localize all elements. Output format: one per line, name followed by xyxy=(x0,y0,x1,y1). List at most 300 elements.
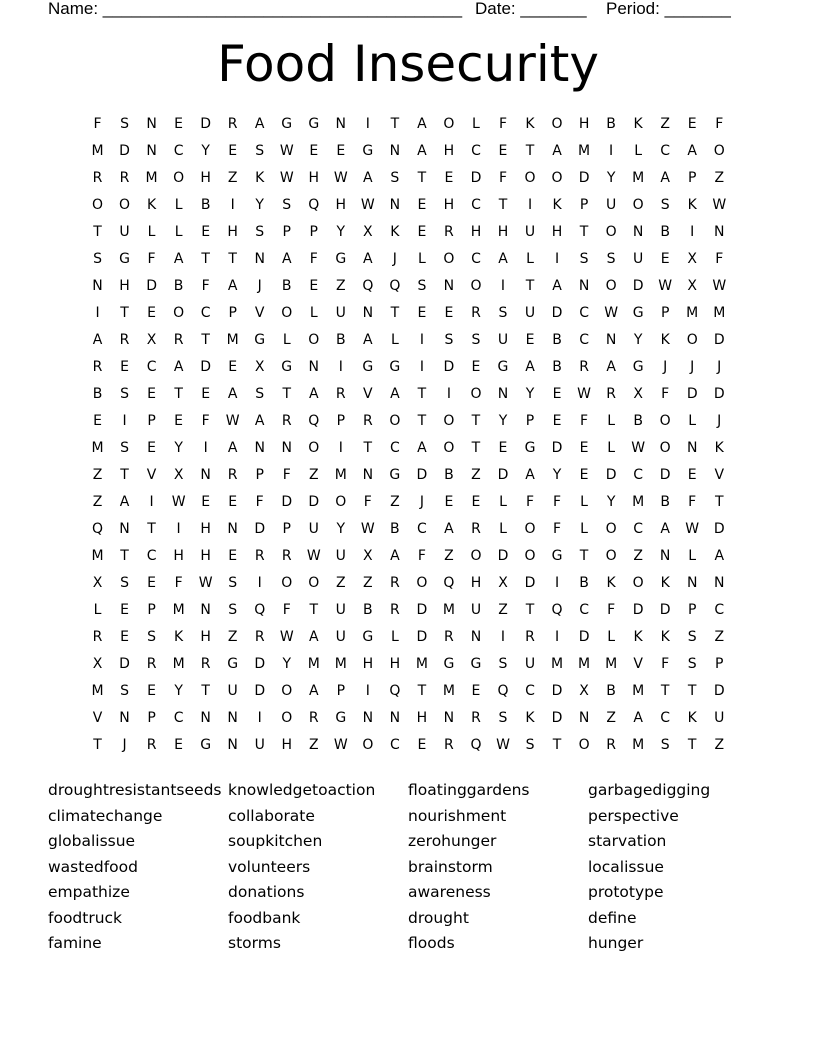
grid-letter: A xyxy=(552,278,562,294)
grid-letter: B xyxy=(281,278,292,294)
grid-letter: T xyxy=(552,737,562,753)
grid-letter: Z xyxy=(92,494,103,510)
grid-letter: S xyxy=(444,332,454,348)
grid-letter: P xyxy=(715,656,724,672)
grid-letter: Z xyxy=(606,710,616,726)
grid-letter: E xyxy=(147,575,156,591)
grid-letter: Q xyxy=(254,602,266,618)
grid-letter: R xyxy=(254,548,265,564)
grid-row xyxy=(84,732,742,759)
grid-letter: G xyxy=(227,656,239,672)
grid-letter: M xyxy=(578,656,591,672)
grid-letter: F xyxy=(363,494,372,510)
grid-letter: D xyxy=(497,467,509,483)
grid-letter: C xyxy=(200,305,211,321)
grid-letter: F xyxy=(688,494,697,510)
word-column xyxy=(408,778,588,957)
grid-row xyxy=(84,570,742,597)
grid-letter: F xyxy=(715,251,724,267)
grid-letter: O xyxy=(551,116,563,132)
grid-letter: F xyxy=(309,251,318,267)
grid-letter: S xyxy=(120,440,129,456)
grid-letter: I xyxy=(419,359,424,375)
grid-letter: F xyxy=(498,170,508,186)
grid-letter: U xyxy=(119,224,130,240)
grid-row xyxy=(84,543,742,570)
grid-letter: O xyxy=(92,197,104,213)
grid-letter: D xyxy=(551,683,563,699)
grid-letter: D xyxy=(497,548,509,564)
grid-letter: S xyxy=(687,629,697,645)
grid-letter: E xyxy=(471,359,481,375)
grid-letter: D xyxy=(119,656,130,672)
grid-letter: Q xyxy=(92,521,104,537)
grid-letter: O xyxy=(362,737,374,753)
grid-letter: C xyxy=(173,143,184,159)
grid-letter: E xyxy=(228,359,238,375)
grid-letter: V xyxy=(633,656,643,672)
grid-letter: W xyxy=(225,413,240,429)
grid-letter: A xyxy=(552,143,562,159)
grid-letter: R xyxy=(227,467,238,483)
grid-letter: H xyxy=(200,170,211,186)
grid-letter: Z xyxy=(633,548,643,564)
grid-letter: U xyxy=(335,305,346,321)
grid-letter: I xyxy=(230,197,235,213)
grid-letter: O xyxy=(281,575,293,591)
grid-letter: N xyxy=(146,116,157,132)
word-list-item: foodbank xyxy=(228,908,301,927)
grid-letter: R xyxy=(389,575,400,591)
grid-letter: P xyxy=(525,413,535,429)
grid-letter: T xyxy=(201,251,210,267)
grid-letter: L xyxy=(93,602,102,618)
grid-letter: B xyxy=(335,332,346,348)
grid-letter: E xyxy=(174,737,184,753)
grid-letter: P xyxy=(579,197,589,213)
grid-letter: N xyxy=(119,521,130,537)
grid-letter: N xyxy=(335,116,347,132)
grid-row xyxy=(84,462,742,489)
grid-letter: G xyxy=(335,710,347,726)
grid-letter: L xyxy=(174,224,183,240)
grid-letter: E xyxy=(444,305,454,321)
grid-letter: O xyxy=(605,278,617,294)
grid-letter: A xyxy=(227,278,238,294)
grid-letter: T xyxy=(525,143,535,159)
grid-letter: V xyxy=(363,386,373,402)
grid-letter: X xyxy=(92,656,103,672)
grid-letter: E xyxy=(147,440,156,456)
grid-letter: T xyxy=(579,224,589,240)
grid-letter: W xyxy=(577,386,591,402)
grid-letter: R xyxy=(471,305,481,321)
grid-letter: F xyxy=(417,548,426,564)
grid-letter: A xyxy=(525,359,535,375)
grid-letter: P xyxy=(336,413,346,429)
grid-letter: N xyxy=(362,467,374,483)
grid-letter: E xyxy=(93,413,102,429)
grid-letter: O xyxy=(281,710,293,726)
grid-letter: B xyxy=(579,575,589,591)
grid-letter: N xyxy=(713,224,725,240)
grid-row xyxy=(84,597,742,624)
grid-letter: C xyxy=(714,602,725,618)
grid-letter: T xyxy=(147,521,156,537)
grid-letter: E xyxy=(687,467,697,483)
grid-letter: G xyxy=(281,359,293,375)
grid-letter: P xyxy=(147,413,156,429)
grid-letter: K xyxy=(255,170,265,186)
grid-letter: O xyxy=(551,170,563,186)
grid-letter: E xyxy=(687,116,697,132)
grid-row xyxy=(84,246,742,273)
grid-letter: X xyxy=(146,332,157,348)
word-list-item: storms xyxy=(228,934,281,952)
grid-letter: M xyxy=(713,305,726,321)
grid-letter: P xyxy=(282,521,291,537)
grid-letter: L xyxy=(526,251,534,267)
grid-letter: I xyxy=(446,386,451,402)
grid-letter: B xyxy=(660,494,670,510)
grid-letter: W xyxy=(198,575,213,591)
grid-letter: I xyxy=(122,413,127,429)
grid-letter: F xyxy=(661,386,670,402)
grid-letter: O xyxy=(173,170,185,186)
grid-letter: M xyxy=(145,170,158,186)
grid-letter: T xyxy=(390,305,400,321)
grid-letter: I xyxy=(419,332,424,348)
grid-letter: G xyxy=(551,548,563,564)
grid-letter: U xyxy=(335,629,346,645)
grid-letter: O xyxy=(443,413,455,429)
grid-letter: T xyxy=(390,116,400,132)
grid-letter: Z xyxy=(363,575,373,591)
grid-letter: E xyxy=(120,359,129,375)
grid-letter: E xyxy=(201,224,211,240)
grid-letter: Q xyxy=(308,413,320,429)
grid-letter: E xyxy=(228,548,238,564)
grid-letter: N xyxy=(200,602,211,618)
grid-letter: M xyxy=(334,467,347,483)
grid-letter: S xyxy=(687,656,697,672)
grid-letter: S xyxy=(525,737,535,753)
grid-letter: I xyxy=(609,143,614,159)
word-list-item: floods xyxy=(408,934,455,952)
word-list-item: droughtresistantseeds xyxy=(48,781,222,799)
grid-letter: N xyxy=(389,710,401,726)
grid-letter: O xyxy=(659,440,671,456)
grid-letter: H xyxy=(200,548,211,564)
grid-letter: E xyxy=(471,494,481,510)
grid-letter: Y xyxy=(174,683,183,699)
grid-letter: D xyxy=(416,602,428,618)
grid-letter: D xyxy=(632,278,644,294)
grid-letter: Z xyxy=(714,170,725,186)
grid-letter: K xyxy=(687,197,697,213)
grid-letter: W xyxy=(279,170,294,186)
grid-letter: V xyxy=(254,305,265,321)
grid-letter: E xyxy=(228,143,238,159)
grid-letter: Y xyxy=(606,494,616,510)
grid-letter: H xyxy=(416,710,428,726)
grid-letter: D xyxy=(443,359,455,375)
grid-letter: Z xyxy=(336,278,346,294)
grid-letter: T xyxy=(579,548,589,564)
grid-letter: D xyxy=(578,170,590,186)
grid-letter: O xyxy=(308,575,320,591)
page-title: Food Insecurity xyxy=(217,35,599,93)
grid-letter: T xyxy=(174,386,183,402)
grid-row xyxy=(84,300,742,327)
grid-letter: W xyxy=(279,629,294,645)
grid-letter: A xyxy=(417,116,427,132)
grid-letter: P xyxy=(228,305,237,321)
grid-letter: B xyxy=(173,278,184,294)
grid-letter: Q xyxy=(362,278,374,294)
grid-letter: G xyxy=(470,656,482,672)
grid-row xyxy=(84,138,742,165)
grid-letter: A xyxy=(633,710,643,726)
grid-letter: R xyxy=(606,386,616,402)
word-list-item: climatechange xyxy=(48,806,163,825)
grid-letter: C xyxy=(173,710,184,726)
grid-letter: U xyxy=(254,737,265,753)
grid-row xyxy=(84,705,742,732)
grid-letter: N xyxy=(200,710,211,726)
grid-letter: S xyxy=(579,251,589,267)
word-list-item: garbagedigging xyxy=(588,781,711,799)
grid-letter: O xyxy=(686,332,698,348)
grid-letter: B xyxy=(363,602,373,618)
grid-letter: I xyxy=(176,521,181,537)
grid-letter: E xyxy=(552,413,562,429)
grid-letter: S xyxy=(660,197,670,213)
grid-letter: C xyxy=(471,251,481,267)
grid-letter: R xyxy=(254,629,265,645)
grid-letter: T xyxy=(525,278,535,294)
grid-letter: A xyxy=(173,359,184,375)
grid-letter: E xyxy=(525,332,535,348)
grid-letter: T xyxy=(120,467,129,483)
grid-letter: Z xyxy=(336,575,346,591)
grid-letter: T xyxy=(120,305,129,321)
grid-letter: C xyxy=(633,521,644,537)
word-bank xyxy=(48,778,768,958)
grid-letter: D xyxy=(119,143,130,159)
grid-letter: Y xyxy=(498,413,508,429)
grid-letter: U xyxy=(227,683,238,699)
grid-letter: A xyxy=(227,386,238,402)
grid-letter: T xyxy=(417,683,427,699)
grid-letter: B xyxy=(444,467,454,483)
grid-letter: H xyxy=(281,737,292,753)
grid-letter: J xyxy=(717,359,722,375)
grid-letter: F xyxy=(93,116,102,132)
grid-letter: F xyxy=(525,494,535,510)
grid-letter: O xyxy=(578,737,590,753)
grid-letter: N xyxy=(227,737,238,753)
grid-letter: W xyxy=(712,197,727,213)
grid-letter: M xyxy=(632,683,645,699)
grid-letter: C xyxy=(579,332,589,348)
grid-letter: R xyxy=(471,710,481,726)
grid-letter: C xyxy=(660,143,671,159)
grid-letter: X xyxy=(92,575,103,591)
grid-letter: L xyxy=(607,629,616,645)
grid-letter: L xyxy=(499,494,507,510)
grid-letter: B xyxy=(552,359,562,375)
grid-letter: W xyxy=(658,278,673,294)
grid-letter: S xyxy=(255,386,265,402)
grid-letter: N xyxy=(443,710,455,726)
grid-letter: G xyxy=(308,116,320,132)
grid-letter: Y xyxy=(336,521,346,537)
grid-letter: O xyxy=(605,224,617,240)
grid-letter: M xyxy=(442,683,455,699)
grid-letter: M xyxy=(415,656,428,672)
grid-letter: Z xyxy=(227,629,238,645)
grid-letter: B xyxy=(92,386,103,402)
grid-letter: E xyxy=(660,251,670,267)
grid-letter: L xyxy=(282,332,291,348)
grid-letter: N xyxy=(686,440,698,456)
grid-letter: J xyxy=(257,278,262,294)
grid-letter: O xyxy=(416,575,428,591)
word-list-item: define xyxy=(588,908,637,927)
grid-letter: O xyxy=(632,575,644,591)
grid-row xyxy=(84,219,742,246)
grid-letter: U xyxy=(714,710,725,726)
grid-letter: Y xyxy=(255,197,264,213)
grid-letter: G xyxy=(524,440,536,456)
grid-letter: O xyxy=(443,116,455,132)
grid-letter: M xyxy=(307,656,320,672)
grid-letter: K xyxy=(552,197,562,213)
grid-letter: P xyxy=(687,170,697,186)
grid-letter: D xyxy=(308,494,320,510)
grid-letter: E xyxy=(120,602,129,618)
grid-letter: S xyxy=(390,170,400,186)
grid-letter: A xyxy=(308,386,319,402)
grid-letter: N xyxy=(389,197,401,213)
grid-letter: R xyxy=(173,332,184,348)
grid-letter: E xyxy=(417,197,427,213)
grid-letter: A xyxy=(660,521,670,537)
grid-letter: T xyxy=(525,602,535,618)
grid-letter: R xyxy=(389,602,400,618)
word-list-item: knowledgetoaction xyxy=(228,781,376,799)
grid-letter: T xyxy=(660,683,670,699)
grid-letter: C xyxy=(146,359,157,375)
grid-letter: N xyxy=(497,386,509,402)
grid-letter: A xyxy=(254,116,265,132)
grid-letter: K xyxy=(687,710,697,726)
grid-letter: W xyxy=(496,737,510,753)
grid-letter: D xyxy=(713,332,725,348)
grid-letter: S xyxy=(255,143,265,159)
grid-letter: A xyxy=(173,251,184,267)
grid-letter: W xyxy=(333,170,348,186)
grid-letter: O xyxy=(335,494,347,510)
grid-letter: T xyxy=(363,440,373,456)
grid-letter: F xyxy=(715,116,724,132)
grid-letter: S xyxy=(228,575,238,591)
word-list-item: starvation xyxy=(588,832,667,850)
grid-letter: H xyxy=(200,521,211,537)
grid-letter: I xyxy=(203,440,208,456)
grid-letter: N xyxy=(281,440,292,456)
grid-letter: D xyxy=(281,494,293,510)
grid-letter: K xyxy=(606,575,616,591)
grid-letter: R xyxy=(471,521,481,537)
grid-letter: P xyxy=(255,467,264,483)
grid-letter: J xyxy=(419,494,424,510)
grid-letter: S xyxy=(120,116,129,132)
grid-letter: C xyxy=(417,521,427,537)
word-list-item: brainstorm xyxy=(408,857,493,876)
grid-letter: A xyxy=(606,359,616,375)
grid-letter: L xyxy=(688,548,697,564)
grid-letter: E xyxy=(444,170,454,186)
word-list-item: awareness xyxy=(408,883,491,901)
grid-letter: N xyxy=(686,575,698,591)
grid-letter: E xyxy=(336,143,346,159)
grid-letter: Z xyxy=(444,548,454,564)
grid-letter: E xyxy=(201,494,211,510)
grid-letter: E xyxy=(417,224,427,240)
grid-letter: Z xyxy=(308,467,319,483)
grid-letter: K xyxy=(660,629,670,645)
word-list-item: empathize xyxy=(48,883,130,901)
grid-letter: O xyxy=(308,440,320,456)
grid-letter: X xyxy=(498,575,508,591)
grid-letter: L xyxy=(499,521,507,537)
grid-letter: E xyxy=(174,116,184,132)
grid-letter: L xyxy=(390,629,399,645)
grid-letter: P xyxy=(687,602,697,618)
grid-letter: H xyxy=(227,224,238,240)
grid-letter: L xyxy=(472,116,480,132)
grid-letter: S xyxy=(498,305,508,321)
grid-letter: A xyxy=(119,494,130,510)
grid-letter: S xyxy=(93,251,102,267)
grid-letter: R xyxy=(227,116,238,132)
grid-letter: K xyxy=(660,332,670,348)
grid-letter: U xyxy=(524,224,536,240)
grid-letter: M xyxy=(91,683,104,699)
grid-letter: Y xyxy=(336,224,346,240)
grid-letter: C xyxy=(389,440,400,456)
grid-letter: D xyxy=(416,629,428,645)
grid-letter: M xyxy=(442,602,455,618)
grid-letter: O xyxy=(173,305,185,321)
grid-letter: E xyxy=(309,278,319,294)
grid-letter: T xyxy=(282,386,292,402)
grid-letter: T xyxy=(309,602,319,618)
grid-letter: H xyxy=(389,656,401,672)
grid-letter: T xyxy=(417,386,427,402)
grid-letter: S xyxy=(660,737,670,753)
grid-letter: M xyxy=(605,656,618,672)
grid-letter: S xyxy=(120,575,129,591)
grid-letter: G xyxy=(281,116,293,132)
grid-letter: A xyxy=(390,548,400,564)
grid-letter: A xyxy=(281,251,292,267)
grid-letter: X xyxy=(579,683,589,699)
grid-letter: E xyxy=(147,683,156,699)
grid-letter: T xyxy=(498,197,508,213)
